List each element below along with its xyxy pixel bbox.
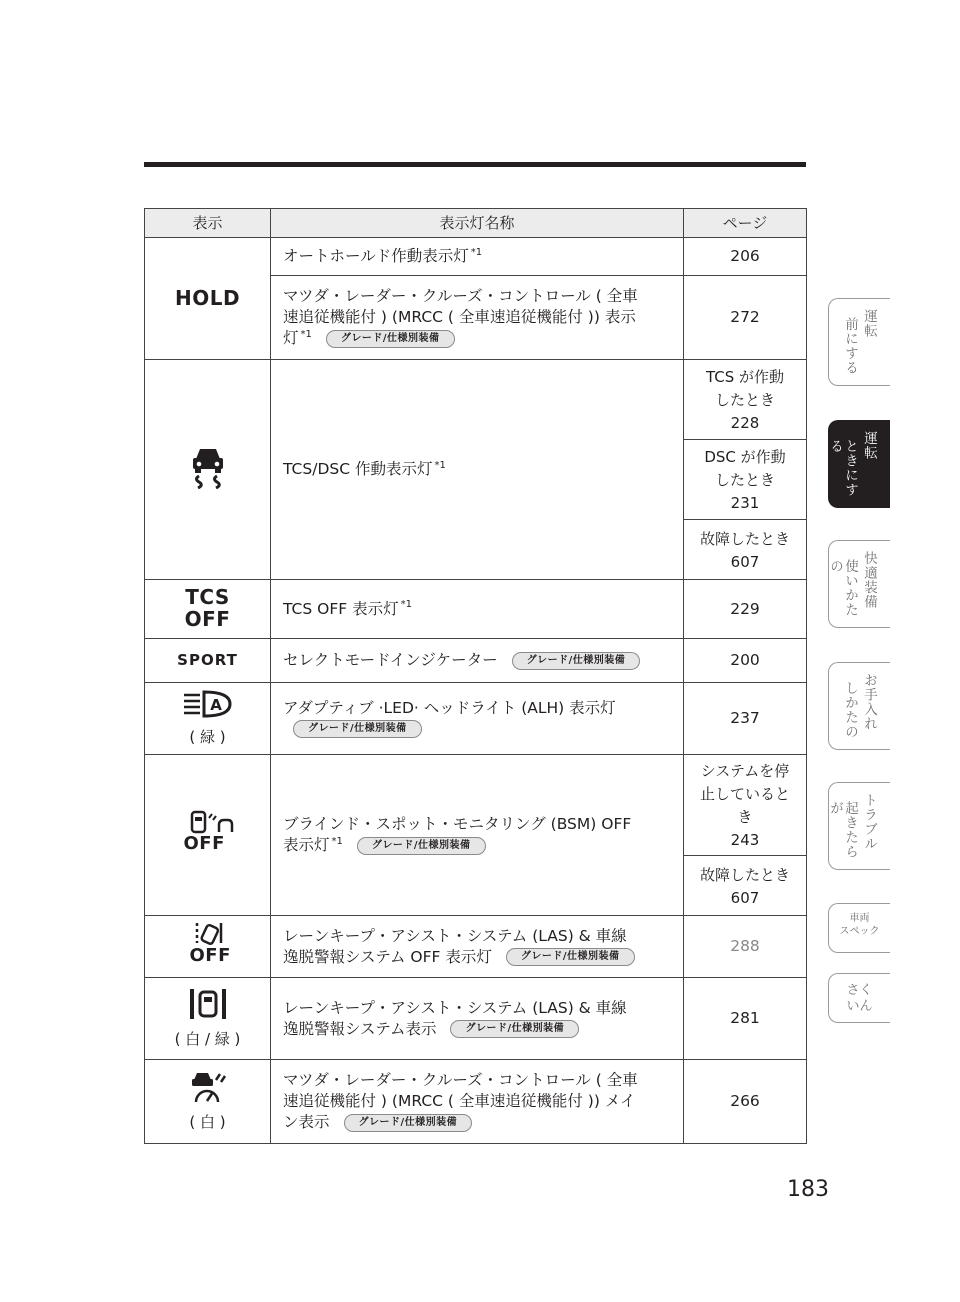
tab-label-col2: しかたの	[842, 681, 858, 739]
tab-index[interactable]	[828, 973, 890, 1023]
page-condition: したとき	[714, 391, 775, 409]
tab-label-line1: さく	[846, 983, 873, 998]
table-row	[145, 580, 807, 639]
footnote-mark: *1	[470, 246, 483, 258]
page-ref[interactable]: 281	[684, 978, 807, 1060]
radar-cruise-icon	[188, 1070, 228, 1104]
tab-label-line2: スペック	[839, 926, 880, 937]
page-condition: 止していると	[699, 785, 790, 803]
lane-keep-icon	[188, 987, 228, 1021]
grade-badge: グレード/仕様別装備	[506, 948, 635, 966]
name-line: 逸脱警報システム表示	[283, 1019, 437, 1038]
page-number-ref: 228	[730, 414, 760, 432]
table-row	[145, 755, 807, 856]
color-note: ( 緑 )	[189, 728, 226, 746]
grade-badge: グレード/仕様別装備	[450, 1020, 579, 1038]
page-ref[interactable]	[684, 440, 807, 520]
color-note: ( 白 )	[189, 1113, 226, 1131]
grade-badge: グレード/仕様別装備	[512, 652, 641, 670]
page-number-ref: 607	[730, 888, 760, 907]
page-condition: したとき	[714, 471, 775, 489]
tcs-off-line2: OFF	[184, 607, 231, 631]
name-line: ブラインド・スポット・モニタリング (BSM) OFF	[283, 815, 632, 833]
page-number-ref: 231	[730, 494, 760, 512]
table-row	[145, 683, 807, 755]
indicator-name	[271, 360, 684, 580]
page-condition: 故障したとき	[699, 529, 790, 548]
page-ref[interactable]: 229	[684, 580, 807, 639]
tab-label-col1: 快適装備	[861, 551, 877, 609]
page-number-ref: 243	[730, 831, 760, 849]
las-off-text: OFF	[189, 944, 231, 966]
tab-label-line2: いん	[846, 999, 873, 1014]
name-line: 表示灯	[283, 836, 330, 854]
indicator-name	[271, 639, 684, 683]
tab-comfort-equipment[interactable]	[828, 540, 890, 628]
page-condition: DSC が作動	[704, 448, 786, 466]
page-condition: TCS が作動	[705, 368, 785, 386]
footnote-mark: *1	[400, 599, 412, 611]
name-line: レーンキープ・アシスト・システム (LAS) & 車線	[283, 998, 627, 1017]
page-ref[interactable]: 272	[684, 276, 807, 360]
indicator-name	[271, 916, 684, 978]
indicator-name	[271, 755, 684, 916]
tab-label-col2: ときにする	[827, 439, 858, 497]
page-ref[interactable]	[684, 755, 807, 856]
bsm-icon-cell	[145, 755, 271, 916]
grade-badge: グレード/仕様別装備	[357, 837, 486, 855]
footnote-mark: *1	[331, 835, 343, 847]
name-line: マツダ・レーダー・クルーズ・コントロール ( 全車	[283, 1071, 638, 1089]
hold-icon: HOLD	[174, 285, 241, 310]
tcs-off-icon	[185, 586, 231, 630]
table-row	[145, 1060, 807, 1144]
tab-label-col2: 起きたらが	[827, 801, 858, 859]
page-condition: き	[737, 808, 753, 826]
indicator-name	[271, 683, 684, 755]
mrcc-icon-cell	[145, 1060, 271, 1144]
page-number: 183	[787, 1177, 829, 1202]
tab-label-col1: 運転	[861, 431, 877, 460]
page-ref[interactable]: 288	[684, 916, 807, 978]
indicator-name	[271, 1060, 684, 1144]
page-ref[interactable]: 206	[684, 238, 807, 276]
tcs-dsc-name: TCS/DSC 作動表示灯	[283, 460, 433, 478]
adaptive-headlight-icon	[182, 689, 234, 719]
table-header	[145, 209, 807, 238]
las-off-icon-cell	[145, 916, 271, 978]
tab-while-driving[interactable]	[828, 420, 890, 508]
tab-label-col2: 使いかたの	[827, 559, 858, 617]
page-condition: 故障したとき	[699, 865, 790, 884]
tab-before-driving[interactable]	[828, 298, 890, 386]
tab-label-col1: 運転	[861, 309, 877, 338]
indicator-table	[144, 208, 807, 1144]
top-rule	[144, 162, 806, 167]
tab-label-col2: 前にする	[842, 317, 858, 375]
indicator-name	[271, 580, 684, 639]
grade-badge: グレード/仕様別装備	[344, 1114, 473, 1132]
footnote-mark: *1	[434, 459, 446, 471]
color-note: ( 白 / 緑 )	[174, 1030, 241, 1048]
tab-maintenance[interactable]	[828, 662, 890, 750]
auto-hold-name: オートホールド作動表示灯	[283, 247, 469, 265]
grade-badge: グレード/仕様別装備	[326, 330, 455, 348]
page-ref[interactable]	[684, 856, 807, 916]
page-ref[interactable]	[684, 360, 807, 440]
tab-vehicle-spec[interactable]	[828, 903, 890, 953]
sport-icon: SPORT	[177, 651, 238, 669]
footnote-mark: *1	[300, 328, 312, 340]
name-line: ン表示	[283, 1113, 330, 1131]
page-number-ref: 607	[730, 552, 760, 571]
header-display: 表示	[145, 209, 271, 238]
header-indicator-name: 表示灯名称	[271, 209, 684, 238]
indicator-name	[271, 238, 684, 276]
tab-label-line1: 車両	[849, 913, 870, 924]
header-page: ページ	[684, 209, 807, 238]
indicator-name	[271, 978, 684, 1060]
name-line: 速追従機能付 ) (MRCC ( 全車速追従機能付 )) 表示	[283, 308, 636, 326]
page-ref[interactable]	[684, 520, 807, 580]
name-line: マツダ・レーダー・クルーズ・コントロール ( 全車	[283, 287, 638, 305]
alh-name: アダプティブ ·LED· ヘッドライト (ALH) 表示灯	[283, 698, 616, 717]
sport-name: セレクトモードインジケーター	[283, 651, 498, 669]
alh-icon-cell	[145, 683, 271, 755]
svg-text:A: A	[209, 696, 222, 714]
bsm-off-icon	[182, 810, 234, 854]
name-line: レーンキープ・アシスト・システム (LAS) & 車線	[283, 926, 627, 945]
tab-label-col1: お手入れ	[861, 673, 877, 731]
car-skid-icon	[184, 445, 232, 489]
table-row	[145, 238, 807, 276]
hold-icon-cell	[145, 238, 271, 360]
sport-icon-cell	[145, 639, 271, 683]
table-row	[145, 360, 807, 440]
page-ref[interactable]: 200	[684, 639, 807, 683]
grade-badge: グレード/仕様別装備	[293, 720, 422, 738]
page-ref[interactable]: 237	[684, 683, 807, 755]
page-condition: システムを停	[700, 762, 790, 780]
name-line: 逸脱警報システム OFF 表示灯	[283, 947, 492, 966]
name-line: 灯	[283, 329, 299, 347]
lane-keep-off-icon	[188, 921, 231, 967]
table-row	[145, 978, 807, 1060]
tcs-off-icon-cell	[145, 580, 271, 639]
indicator-name	[271, 276, 684, 360]
table-row	[145, 916, 807, 978]
tab-trouble[interactable]	[828, 782, 890, 870]
tcs-off-line1: TCS	[185, 585, 230, 609]
bsm-off-text: OFF	[183, 833, 225, 854]
page-ref[interactable]: 266	[684, 1060, 807, 1144]
tcs-off-name: TCS OFF 表示灯	[283, 599, 399, 618]
name-line: 速追従機能付 ) (MRCC ( 全車速追従機能付 )) メイ	[283, 1092, 636, 1110]
tab-label-col1: トラブル	[861, 793, 877, 851]
tcs-dsc-icon-cell	[145, 360, 271, 580]
table-row	[145, 639, 807, 683]
las-icon-cell	[145, 978, 271, 1060]
